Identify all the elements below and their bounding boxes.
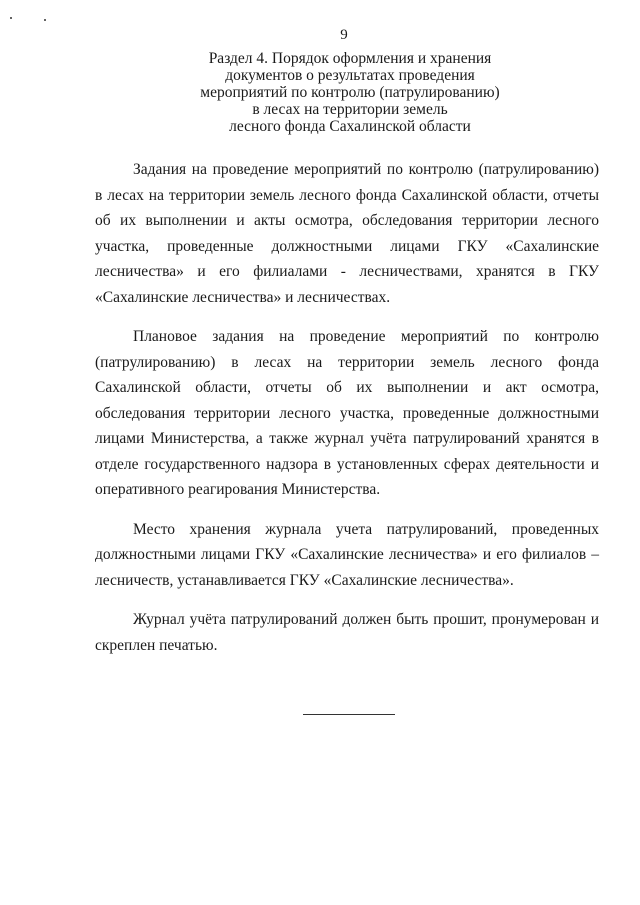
- scan-speck: [10, 17, 12, 19]
- end-separator-line: [303, 714, 395, 715]
- section-title: [190, 50, 510, 135]
- section-title-line: мероприятий по контролю (патрулированию): [200, 84, 500, 101]
- paragraph: Задания на проведение мероприятий по контролю (патрулированию) в лесах на территории земель лесного фонда Сахалинской области, отчеты об их выполнении и акты осмотра, обследования территории лесного участка, проведенные должностными лицами ГКУ «Сахалинские лесничества» и его филиалами - лесничествами, хранятся в ГКУ «Сахалинские лесничества» и лесничествах.: [95, 161, 599, 306]
- section-title-line: в лесах на территории земель: [252, 101, 448, 118]
- body-text: [95, 157, 599, 672]
- section-title-line: лесного фонда Сахалинской области: [229, 118, 471, 135]
- page-number: 9: [340, 27, 348, 43]
- section-title-line: документов о результатах проведения: [225, 67, 475, 84]
- section-title-line: Раздел 4. Порядок оформления и хранения: [208, 50, 492, 67]
- paragraph: Место хранения журнала учета патрулирований, проведенных должностными лицами ГКУ «Сахалинские лесничества» и его филиалов – лесничеств, устанавливается ГКУ «Сахалинские лесничества».: [95, 520, 599, 589]
- paragraph: Журнал учёта патрулирований должен быть прошит, пронумерован и скреплен печатью.: [95, 611, 599, 654]
- scan-speck: [44, 19, 46, 21]
- paragraph: Плановое задания на проведение мероприятий по контролю (патрулированию) в лесах на территории земель лесного фонда Сахалинской области, отчеты об их выполнении и акт осмотра, обследования территории лесного участка, проведенные должностными лицами Министерства, а также журнал учёта патрулирований хранятся в отделе государственного надзора в установленных сферах деятельности и оперативного реагирования Министерства.: [95, 328, 599, 498]
